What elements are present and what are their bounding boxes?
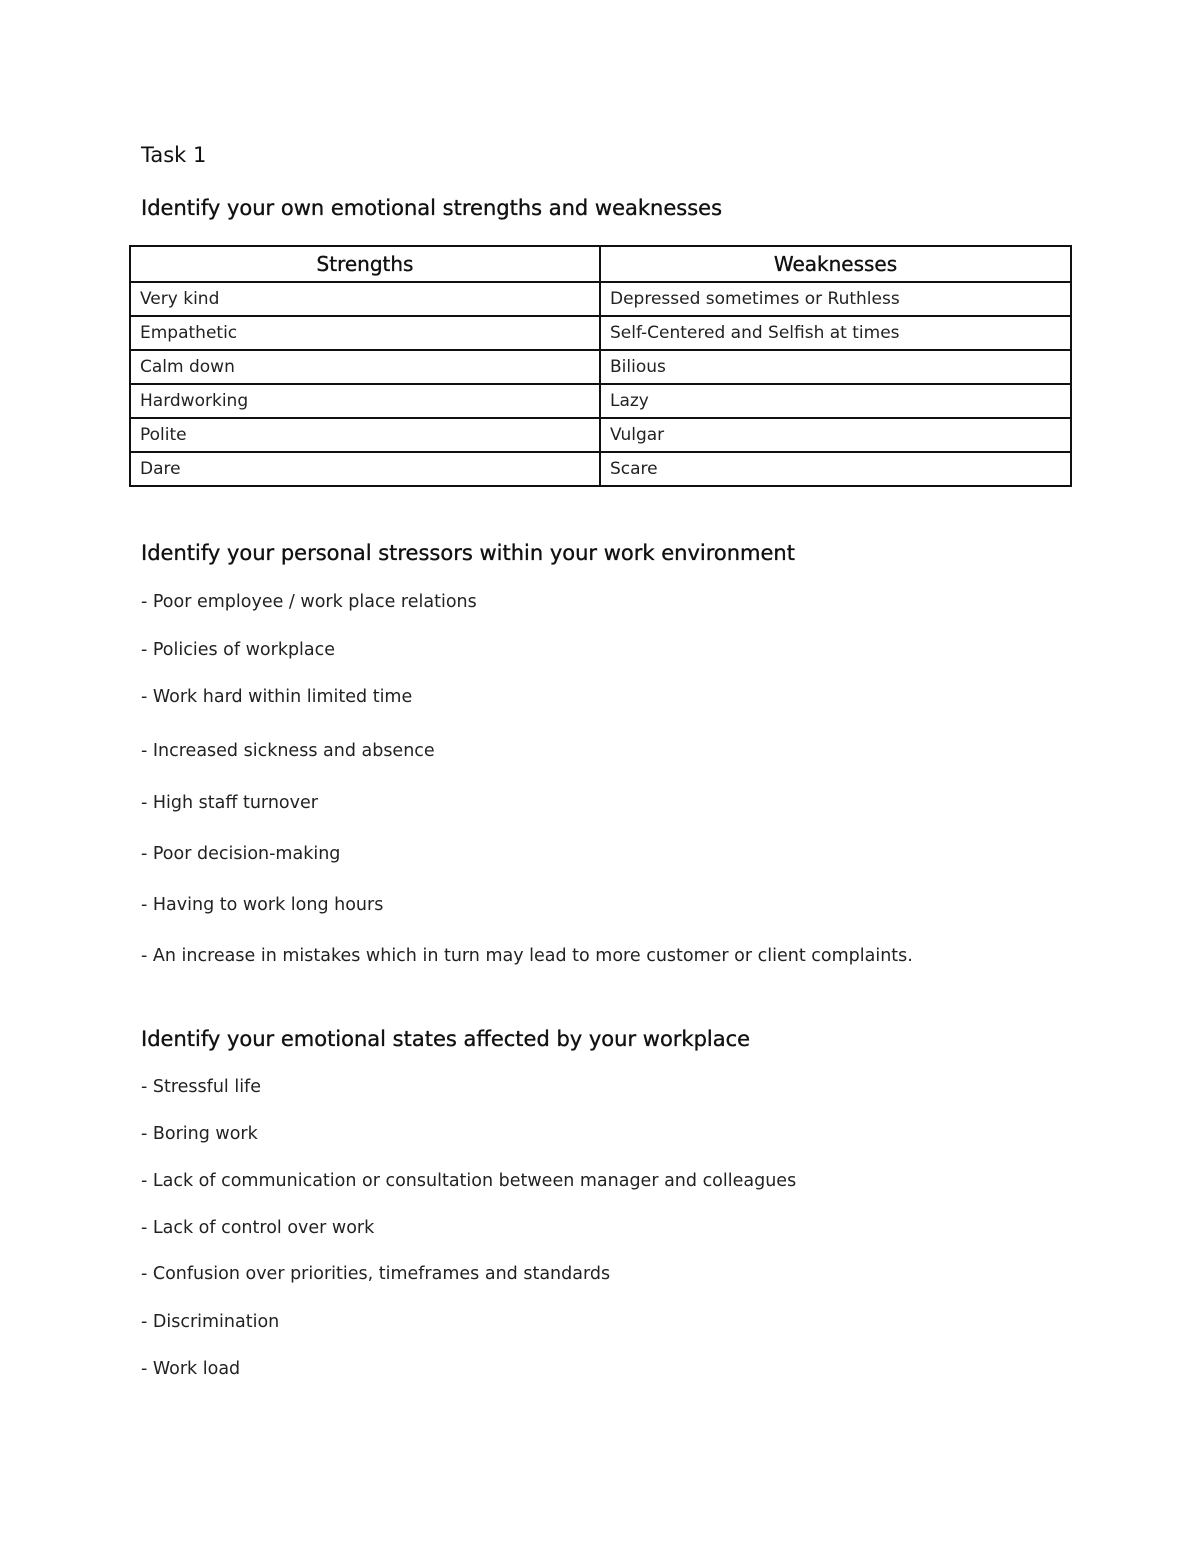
list-item: - Lack of communication or consultation between manager and colleagues bbox=[141, 1171, 797, 1191]
column-header-weaknesses: Weaknesses bbox=[600, 246, 1071, 282]
list-item: - Policies of workplace bbox=[141, 640, 336, 660]
list-item: - Increased sickness and absence bbox=[141, 741, 435, 761]
table-row bbox=[130, 350, 1071, 384]
table-row bbox=[130, 282, 1071, 316]
table-row bbox=[130, 384, 1071, 418]
list-item: - Discrimination bbox=[141, 1312, 280, 1332]
weakness-cell: Vulgar bbox=[600, 418, 1071, 452]
list-item: - Poor decision-making bbox=[141, 844, 341, 864]
column-header-strengths: Strengths bbox=[130, 246, 600, 282]
strength-cell: Calm down bbox=[130, 350, 600, 384]
list-item: - High staff turnover bbox=[141, 793, 318, 813]
strength-cell: Empathetic bbox=[130, 316, 600, 350]
task-title: Task 1 bbox=[141, 143, 207, 167]
list-item: - Confusion over priorities, timeframes and standards bbox=[141, 1264, 611, 1284]
table-row bbox=[130, 316, 1071, 350]
weakness-cell: Scare bbox=[600, 452, 1071, 486]
strength-cell: Hardworking bbox=[130, 384, 600, 418]
strengths-weaknesses-heading: Identify your own emotional strengths and weaknesses bbox=[141, 196, 723, 220]
weakness-cell: Self-Centered and Selfish at times bbox=[600, 316, 1071, 350]
strength-cell: Very kind bbox=[130, 282, 600, 316]
list-item: - Work hard within limited time bbox=[141, 687, 413, 707]
list-item: - Having to work long hours bbox=[141, 895, 384, 915]
strengths-weaknesses-table bbox=[129, 245, 1072, 487]
weakness-cell: Bilious bbox=[600, 350, 1071, 384]
weakness-cell: Depressed sometimes or Ruthless bbox=[600, 282, 1071, 316]
table-row bbox=[130, 452, 1071, 486]
table-header-row bbox=[130, 246, 1071, 282]
list-item: - Boring work bbox=[141, 1124, 258, 1144]
list-item: - An increase in mistakes which in turn may lead to more customer or client complaints. bbox=[141, 946, 913, 966]
weakness-cell: Lazy bbox=[600, 384, 1071, 418]
list-item: - Poor employee / work place relations bbox=[141, 592, 477, 612]
list-item: - Stressful life bbox=[141, 1077, 261, 1097]
list-item: - Work load bbox=[141, 1359, 241, 1379]
list-item: - Lack of control over work bbox=[141, 1218, 375, 1238]
emotional-states-heading: Identify your emotional states affected by your workplace bbox=[141, 1027, 751, 1051]
strength-cell: Polite bbox=[130, 418, 600, 452]
strength-cell: Dare bbox=[130, 452, 600, 486]
stressors-heading: Identify your personal stressors within your work environment bbox=[141, 541, 795, 565]
table-row bbox=[130, 418, 1071, 452]
